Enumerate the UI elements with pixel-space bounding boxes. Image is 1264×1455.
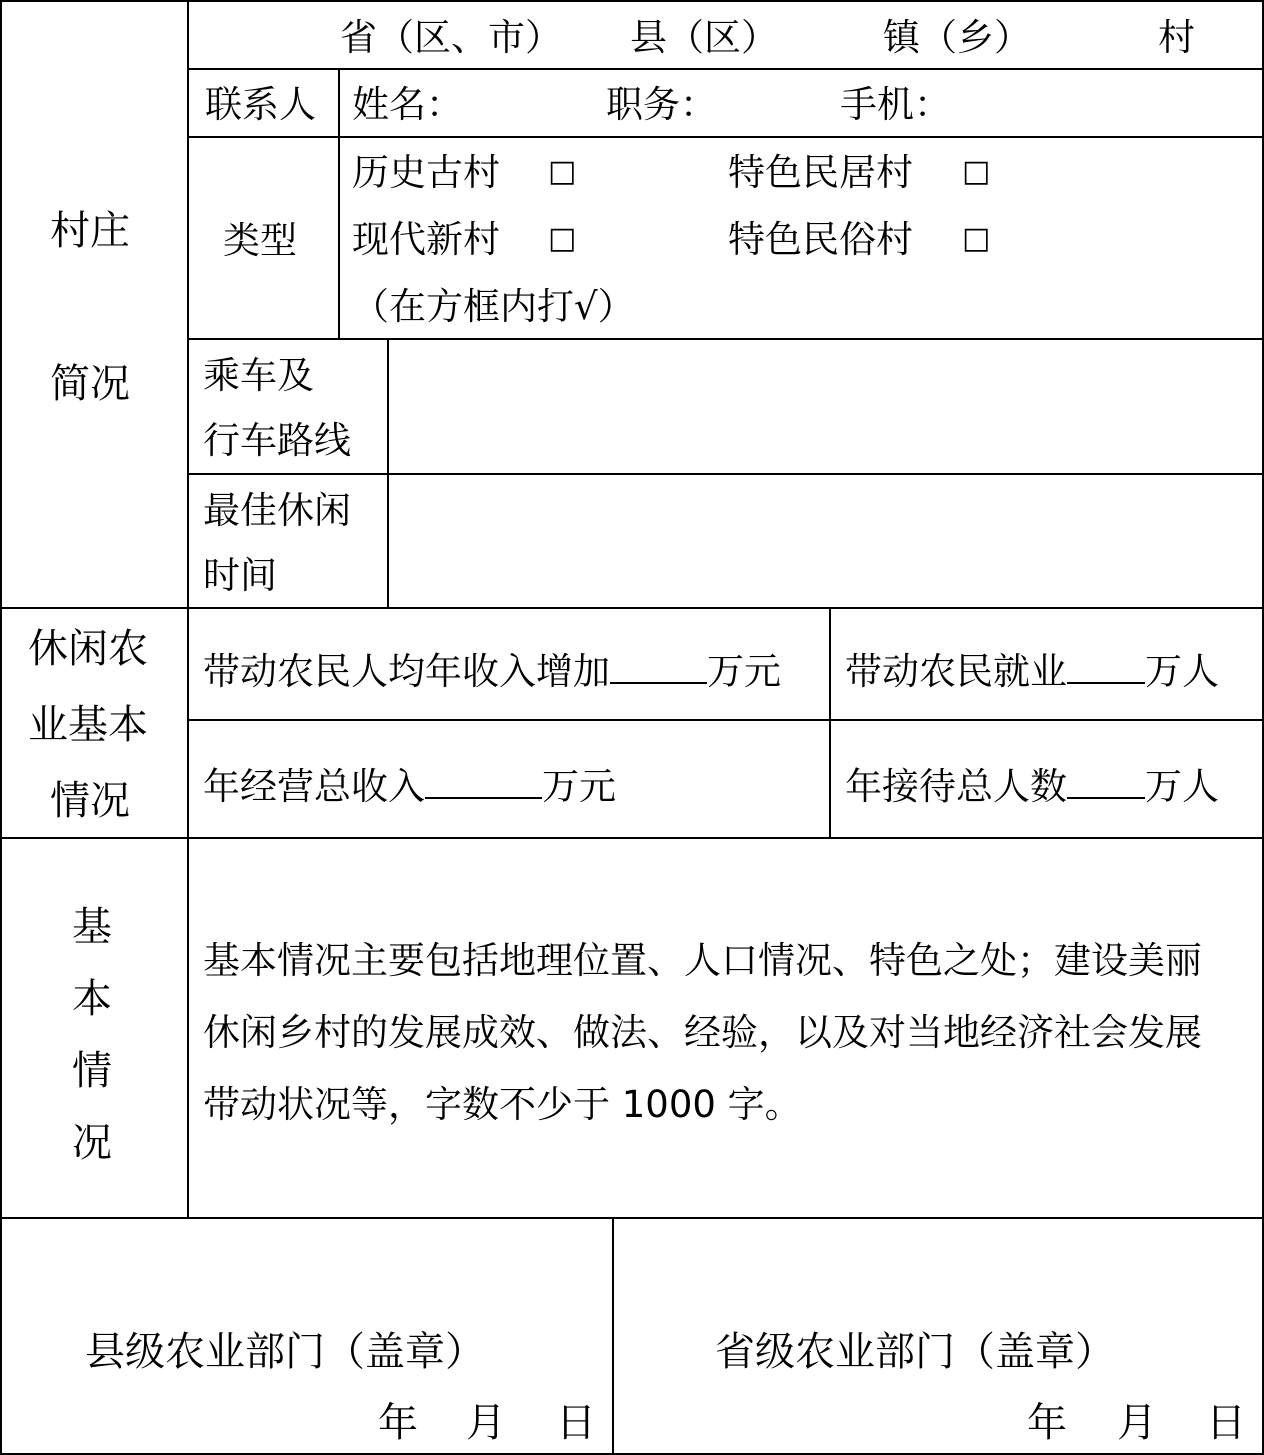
sub-divider	[829, 607, 831, 838]
employment-field[interactable]	[845, 648, 1219, 693]
basic-situation-line-1: 基本情况主要包括地理位置、人口情况、特色之处；建设美丽	[203, 939, 1202, 982]
employment-label: 带动农民就业	[845, 650, 1067, 693]
county-label: 县（区）	[630, 16, 778, 59]
annual-revenue-blank[interactable]	[425, 763, 542, 799]
row-line	[188, 473, 1264, 475]
county-dept-seal-label: 县级农业部门（盖章）	[85, 1329, 485, 1375]
type-option-folk-house-label: 特色民居村	[728, 151, 913, 194]
province-date-day: 日	[1206, 1400, 1246, 1446]
annual-visitors-field[interactable]	[845, 763, 1219, 808]
income-increase-field[interactable]	[203, 648, 781, 693]
income-increase-unit: 万元	[707, 650, 781, 693]
leisure-label-3: 情况	[50, 778, 130, 824]
basic-situation-label-char-1: 基	[72, 904, 112, 950]
province-date-year: 年	[1027, 1400, 1067, 1446]
annual-revenue-field[interactable]	[203, 763, 616, 808]
approval-divider	[612, 1217, 614, 1455]
province-label: 省（区、市）	[340, 16, 562, 59]
sub-divider	[338, 68, 340, 339]
annual-visitors-label: 年接待总人数	[845, 765, 1067, 808]
row-line	[188, 338, 1264, 340]
employment-unit: 万人	[1145, 650, 1219, 693]
leisure-label-2: 业基本	[28, 702, 148, 748]
basic-situation-text[interactable]	[203, 925, 1258, 1141]
contact-label: 联系人	[205, 83, 316, 126]
section-line	[0, 837, 1264, 839]
type-option-folk-house-checkbox[interactable]: □	[962, 154, 991, 189]
income-increase-blank[interactable]	[610, 648, 707, 684]
annual-visitors-unit: 万人	[1145, 765, 1219, 808]
annual-revenue-label: 年经营总收入	[203, 765, 425, 808]
basic-situation-line-2: 休闲乡村的发展成效、做法、经验，以及对当地经济社会发展	[203, 1011, 1202, 1054]
province-date-month: 月	[1117, 1400, 1157, 1446]
leisure-label-1: 休闲农	[28, 626, 148, 672]
row-line	[188, 68, 1264, 70]
route-label-2: 行车路线	[203, 419, 351, 462]
border-top	[0, 0, 1264, 2]
type-option-modern-checkbox[interactable]: □	[548, 221, 577, 256]
border-left	[0, 0, 2, 1455]
type-option-historic-checkbox[interactable]: □	[548, 154, 577, 189]
type-label: 类型	[223, 219, 297, 262]
section-line	[0, 607, 1264, 609]
village-overview-label-1: 村庄	[50, 208, 130, 254]
town-label: 镇（乡）	[883, 16, 1031, 59]
village-overview-label-2: 简况	[50, 361, 130, 407]
annual-revenue-unit: 万元	[542, 765, 616, 808]
basic-situation-label-char-4: 况	[72, 1120, 112, 1166]
basic-situation-label-char-2: 本	[72, 976, 112, 1022]
type-option-folk-custom-label: 特色民俗村	[728, 218, 913, 261]
contact-name-field[interactable]: 姓名：	[352, 83, 463, 126]
best-time-label-1: 最佳休闲	[203, 489, 351, 532]
basic-situation-line-3: 带动状况等，字数不少于 1000 字。	[203, 1083, 802, 1126]
row-line	[188, 719, 1264, 721]
sub-divider	[387, 338, 389, 608]
best-time-input-area[interactable]	[390, 476, 1260, 606]
label-column-divider	[187, 0, 189, 1218]
section-line	[0, 1217, 1264, 1219]
basic-situation-label-char-3: 情	[72, 1048, 112, 1094]
contact-phone-field[interactable]: 手机：	[840, 83, 951, 126]
annual-visitors-blank[interactable]	[1067, 763, 1145, 799]
income-increase-label: 带动农民人均年收入增加	[203, 650, 610, 693]
county-date-year: 年	[378, 1400, 418, 1446]
type-option-folk-custom-checkbox[interactable]: □	[962, 221, 991, 256]
row-line	[188, 136, 1264, 138]
employment-blank[interactable]	[1067, 648, 1145, 684]
type-option-historic-label: 历史古村	[352, 151, 500, 194]
best-time-label-2: 时间	[203, 554, 277, 597]
province-dept-seal-label: 省级农业部门（盖章）	[715, 1329, 1115, 1375]
route-label-1: 乘车及	[203, 354, 314, 397]
route-input-area[interactable]	[390, 341, 1260, 472]
village-label: 村	[1158, 16, 1195, 59]
county-date-day: 日	[556, 1400, 596, 1446]
county-date-month: 月	[466, 1400, 506, 1446]
type-note: （在方框内打√）	[352, 285, 635, 328]
type-option-modern-label: 现代新村	[352, 218, 500, 261]
contact-position-field[interactable]: 职务：	[606, 83, 717, 126]
